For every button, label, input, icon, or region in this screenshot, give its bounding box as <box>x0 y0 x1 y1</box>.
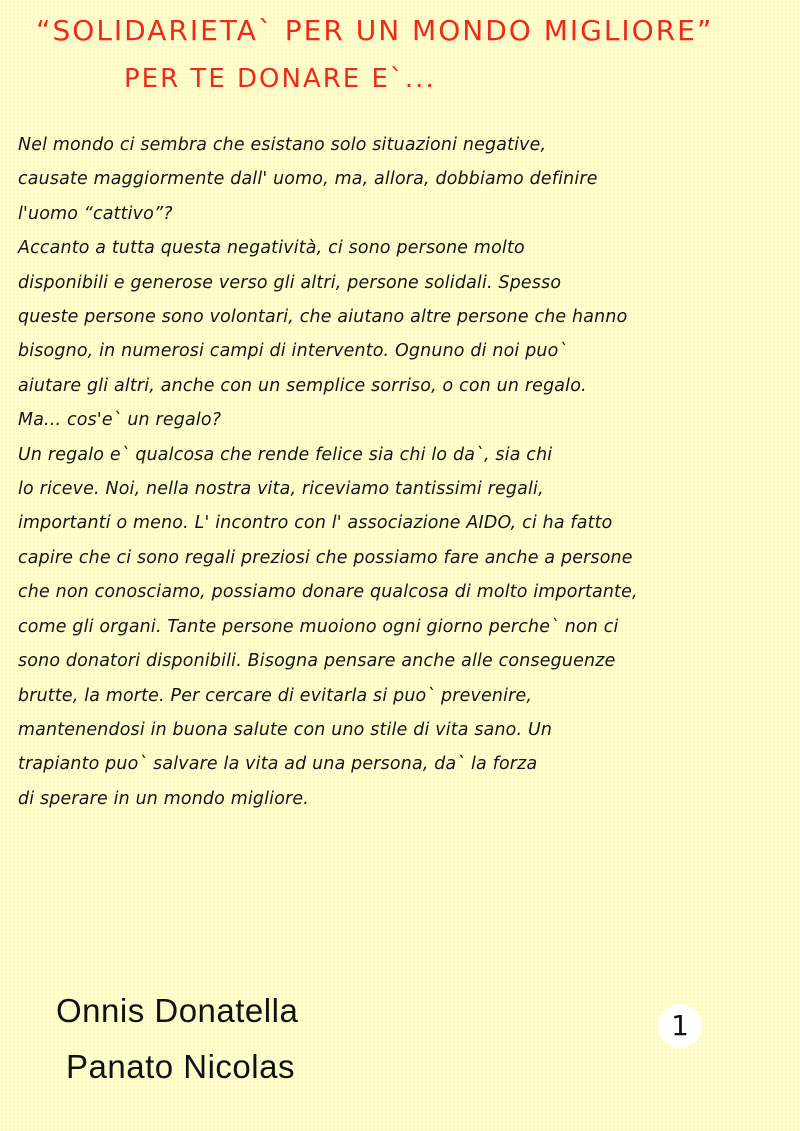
author-name-2: Panato Nicolas <box>66 1048 295 1085</box>
body-line: Ma... cos'e` un regalo? <box>18 410 222 431</box>
document-subtitle: PER TE DONARE E`... <box>124 64 436 94</box>
body-line: disponibili e generose verso gli altri, persone solidali. Spesso <box>18 272 562 293</box>
body-line: importanti o meno. L' incontro con l' associazione AIDO, ci ha fatto <box>18 513 613 534</box>
body-line: brutte, la morte. Per cercare di evitarla si puo` prevenire, <box>18 685 533 706</box>
author-name-1: Onnis Donatella <box>56 992 299 1029</box>
body-line: aiutare gli altri, anche con un semplice sorriso, o con un regalo. <box>18 375 587 396</box>
page-number-badge: 1 <box>658 1004 702 1048</box>
body-line: l'uomo “cattivo”? <box>18 203 173 224</box>
body-line: Un regalo e` qualcosa che rende felice sia chi lo da`, sia chi <box>18 444 553 465</box>
body-line: di sperare in un mondo migliore. <box>18 788 310 809</box>
handwritten-body <box>18 128 790 816</box>
body-line: sono donatori disponibili. Bisogna pensare anche alle conseguenze <box>18 651 616 672</box>
body-line: capire che ci sono regali preziosi che possiamo fare anche a persone <box>18 547 633 568</box>
body-line: Accanto a tutta questa negatività, ci sono persone molto <box>18 238 525 259</box>
document-title: “SOLIDARIETA` PER UN MONDO MIGLIORE” <box>36 14 714 47</box>
body-line: che non conosciamo, possiamo donare qualcosa di molto importante, <box>18 582 638 603</box>
body-line: come gli organi. Tante persone muoiono ogni giorno perche` non ci <box>18 616 619 637</box>
body-line: queste persone sono volontari, che aiutano altre persone che hanno <box>18 307 628 328</box>
body-line: bisogno, in numerosi campi di intervento. Ognuno di noi puo` <box>18 341 568 362</box>
body-line: lo riceve. Noi, nella nostra vita, riceviamo tantissimi regali, <box>18 479 544 500</box>
body-line: mantenendosi in buona salute con uno stile di vita sano. Un <box>18 719 553 740</box>
body-line: trapianto puo` salvare la vita ad una persona, da` la forza <box>18 754 538 775</box>
body-line: causate maggiormente dall' uomo, ma, allora, dobbiamo definire <box>18 169 598 190</box>
body-line: Nel mondo ci sembra che esistano solo situazioni negative, <box>18 135 547 155</box>
